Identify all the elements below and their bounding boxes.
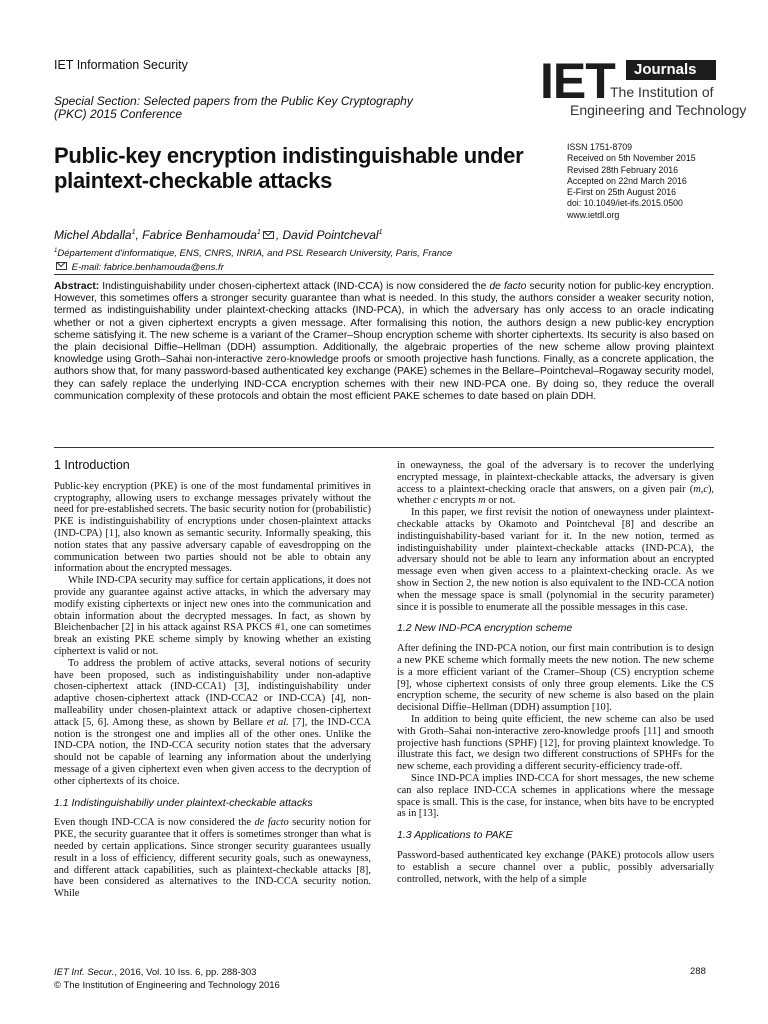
left-column — [54, 460, 371, 900]
copyright-line: © The Institution of Engineering and Technology 2016 — [54, 980, 280, 991]
affiliation-mark: 1 — [54, 248, 58, 254]
right-column — [397, 460, 714, 885]
special-section-note — [54, 95, 524, 121]
affiliation-mark: 1 — [131, 229, 136, 236]
footer-citation — [54, 966, 280, 992]
corresponding-email — [54, 262, 224, 273]
abstract-label: Abstract: — [54, 281, 100, 292]
section-heading-introduction: 1 Introduction — [54, 458, 130, 472]
meta-accepted: Accepted on 22nd March 2016 — [567, 175, 687, 186]
math-var: c — [433, 495, 438, 507]
journal-name: IET Information Security — [54, 58, 188, 72]
math-var: m — [478, 495, 486, 507]
math-var: c — [703, 483, 708, 495]
meta-doi[interactable]: doi: 10.1049/iet-ifs.2015.0500 — [567, 198, 683, 209]
logo-institution-line-2: Engineering and Technology — [570, 102, 747, 118]
paper-title: Public-key encryption indistinguishable under plaintext-checkable attacks — [54, 143, 524, 193]
paragraph-text: [7], the IND-CCA notion is the strongest one and implies all of the other ones. Unlike the IND-CPA notion, the IND-CCA security notion states that the adversary should not be capable of learning any information about the underlying message of a given ciphertext even when given access to the decryption of other ciphertexts of its choice. — [54, 716, 371, 787]
math-var: m — [693, 483, 701, 495]
citation-line — [54, 966, 280, 979]
author-list — [54, 228, 382, 242]
logo-iet-text: IET — [540, 53, 615, 109]
paragraph: In addition to being quite efficient, the new scheme can also be used with Groth–Sahai non-interactive zero-knowledge proofs [11] and smooth projective hash functions (SPHF) [12], for proving plaintext knowledge. To illustrate this fact, we design two different constructions of SPHFs for the new scheme, each providing a different security-efficiency trade-off. — [397, 713, 714, 773]
meta-website[interactable]: www.ietdl.org — [567, 209, 620, 220]
envelope-icon — [56, 262, 67, 270]
email-text[interactable]: E-mail: fabrice.benhamouda@ens.fr — [71, 262, 224, 273]
meta-issn: ISSN 1751-8709 — [567, 142, 633, 152]
meta-received: Received on 5th November 2015 — [567, 153, 696, 164]
citation-journal: IET Inf. Secur. — [54, 967, 115, 978]
paragraph-text: To address the problem of active attacks, several notions of security have been proposed, such as indistinguishability under non-adaptive chosen-ciphertext attack (IND-CCA1) [3], indistinguishability under adaptive chosen-ciphertext attack (IND-CCA2 or IND-CCA) [4], non-malleability under chosen-plaintext attack or adaptive chosen-ciphertext attack [5, 6]. Among these, as shown by Bellare — [54, 657, 371, 728]
subsection-heading: 1.2 New IND-PCA encryption scheme — [397, 622, 573, 635]
meta-efirst: E-First on 25th August 2016 — [567, 187, 677, 198]
paragraph-text: in onewayness, the goal of the adversary is to recover the underlying encrypted message, in plaintext-checkable attacks, the adversary is given access to a plaintext-checking oracle that answers, on a given pair ( — [397, 460, 714, 495]
paragraph: Since IND-PCA implies IND-CCA for short messages, the new scheme can also replace IND-CCA schemes in applications where the message space is small. This is the case, for instance, when bits have to be encrypted as in [13]. — [397, 772, 714, 820]
paragraph: In this paper, we first revisit the notion of onewayness under plaintext-checkable attacks by Okamoto and Pointcheval [8] and describe an indistinguishability-based variant for it. In the new notion, termed as indistinguishability under plaintext-checkable attacks (IND-PCA), the adversary should not be able to learn any information about an encrypted message even when given access to a plaintext-checking oracle. As we show in Section 2, the new notion is also equivalent to the IND-CCA notion when the message space is small (polynomial in the security parameter) since it is possible to enumerate all the possible messages in this case. — [397, 507, 714, 613]
special-section-line-2: (PKC) 2015 Conference — [54, 107, 183, 121]
affiliation-mark: 1 — [256, 229, 261, 236]
paragraph: After defining the IND-PCA notion, our first main contribution is to design a new PKE scheme which formally meets the new notion. The new scheme is a more efficient variant of the Cramer–Shoup (CS) encryption scheme [9], whose ciphertext consists of only three group elements. Like the CS encryption scheme, the security of new scheme is also based on the plain decisional Diffie–Hellman (DDH) assumption [10]. — [397, 643, 714, 714]
affiliation — [54, 248, 452, 259]
affiliation-mark: 1 — [378, 229, 383, 236]
paragraph: Public-key encryption (PKE) is one of the most fundamental primitives in cryptography, allowing users to exchange messages privately without the need for pre-established secrets. The basic security notion for (probabilistic) PKE is indistinguishability of encryptions under chosen-plaintext attacks (IND-CPA) [1], also known as semantic security. Informally speaking, this notion states that any passive adversary capable of eavesdropping on the communication between two parties should not be able to obtain any information about the encrypted messages. — [54, 480, 371, 575]
logo-institution-line-1: The Institution of — [610, 84, 714, 100]
paragraph-text: security notion for PKE, the security guarantee that it offers is sometimes stronger than what is needed by certain applications. Since stronger security guarantees usually result in a loss of efficiency, different security goals, such as onewayness, and different attack capabilities, such as plaintext-checkable attacks [8], have been considered as alternatives to the IND-CCA security notion. While — [54, 817, 371, 900]
logo-journals-badge: Journals — [626, 60, 716, 80]
divider — [54, 274, 714, 275]
abstract-text: Indistinguishability under chosen-ciphertext attack (IND-CCA) is now considered the — [102, 281, 487, 292]
abstract-italic: de facto — [489, 281, 527, 292]
subsection-heading: 1.1 Indistinguishabiliy under plaintext-checkable attacks — [54, 796, 313, 809]
meta-revised: Revised 28th February 2016 — [567, 164, 679, 175]
page-number: 288 — [690, 966, 706, 977]
paragraph-text: ), whether — [397, 483, 714, 507]
paragraph — [397, 460, 714, 507]
author-name: , David Pointcheval — [275, 228, 379, 242]
paragraph — [54, 817, 371, 900]
iet-journals-logo — [540, 53, 747, 124]
paragraph-text: Even though IND-CCA is now considered the — [54, 817, 251, 829]
author-name: , Fabrice Benhamouda — [135, 228, 257, 242]
paragraph-italic: de facto — [254, 817, 289, 829]
paragraph-text: encrypts — [440, 495, 476, 507]
abstract-text: security notion for public-key encryption. However, this sometimes offers a stronger security guarantee than what is needed. In this study, the authors consider a weaker security notion, termed as indistinguishability under plaintext-checking attacks (IND-PCA), in which the adversary has only access to an oracle indicating whether or not a given ciphertext encrypts a given message. After formalising this notion, the authors design a new public-key encryption scheme satisfying it. The new scheme is a variant of the Cramer–Shoup encryption scheme with shorter ciphertexts. Its security is also based on the plain decisional Diffie–Hellman (DDH) assumption. Additionally, the algebraic properties of the new scheme allow proving plaintext knowledge using Groth–Sahai non-interactive zero-knowledge proofs or smooth projective hash functions. Finally, as a concrete application, the authors show that, for many password-based authenticated key exchange (PAKE) schemes in the Bellare–Pointcheval–Rogaway security model, they can safely replace the underlying IND-CCA encryption schemes with their new IND-PCA one. By doing so, they reduce the overall communication complexity of these protocols and obtain the most efficient PAKE schemes to date based on plain DDH. — [54, 281, 714, 402]
citation-details: , 2016, Vol. 10 Iss. 6, pp. 288-303 — [114, 967, 257, 978]
paragraph: While IND-CPA security may suffice for certain applications, it does not provide any guarantee against active attacks, in which the adversary may modify existing ciphertexts or inject new ones into the communication and obtain information about the decrypted messages. In fact, as shown by Bleichenbacher [2] in his attack against RSA PKCS #1, one can sometimes break an existing PKE scheme simply by knowing whether an existing ciphertext is valid or not. — [54, 575, 371, 657]
subsection-heading: 1.3 Applications to PAKE — [397, 829, 513, 842]
etal-italic: et al. — [266, 716, 289, 728]
paragraph-text: , — [700, 483, 704, 495]
article-meta — [567, 142, 696, 221]
author-name: Michel Abdalla — [54, 228, 132, 242]
divider — [54, 447, 714, 448]
paragraph — [54, 658, 371, 788]
envelope-icon — [263, 231, 274, 239]
affiliation-text: Département d'informatique, ENS, CNRS, INRIA, and PSL Research University, Paris, France — [57, 248, 453, 260]
abstract — [54, 281, 714, 403]
special-section-line-1: Special Section: Selected papers from the Public Key Cryptography — [54, 94, 413, 108]
paragraph: Password-based authenticated key exchange (PAKE) protocols allow users to establish a secure channel over a public, possibly adversarially controlled, network, with the help of a simple — [397, 849, 714, 885]
paragraph-text: or not. — [488, 495, 516, 507]
